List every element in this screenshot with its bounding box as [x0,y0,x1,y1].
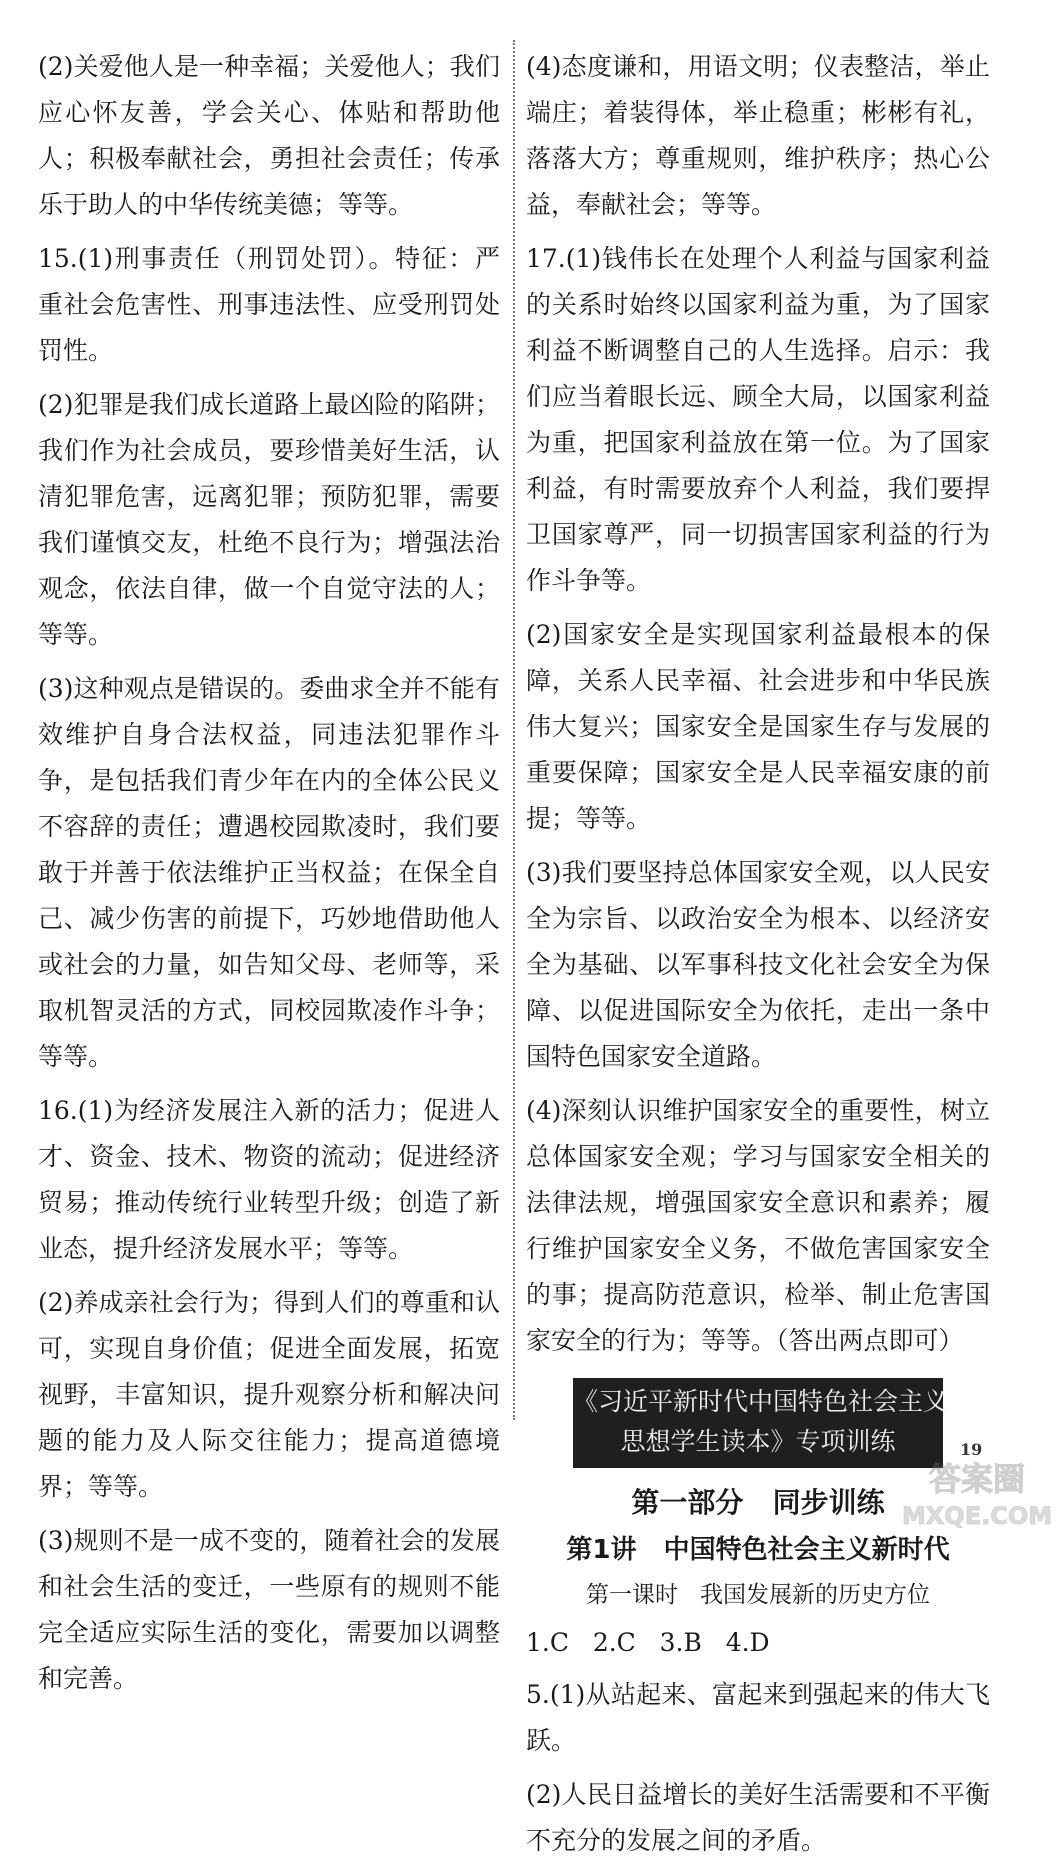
answer-paragraph: 5.(1)从站起来、富起来到强起来的伟大飞跃。 [526,1680,990,1755]
answer-paragraph: (2)犯罪是我们成长道路上最凶险的陷阱；我们作为社会成员，要珍惜美好生活，认清犯罪危害，远离犯罪；预防犯罪，需要我们谨慎交友，杜绝不良行为；增强法治观念，依法自律，做一个自觉守法的人；等等。 [38,390,500,649]
left-column [38,44,500,1710]
answer-paragraph: (2)关爱他人是一种幸福；关爱他人；我们应心怀友善，学会关心、体贴和帮助他人；积极奉献社会，勇担社会责任；传承乐于助人的中华传统美德；等等。 [38,52,500,219]
answer-paragraph: (4)深刻认识维护国家安全的重要性，树立总体国家安全观；学习与国家安全相关的法律法规，增强国家安全意识和素养；履行维护国家安全义务，不做危害国家安全的事；提高防范意识，检举、制止危害国家安全的行为；等等。（答出两点即可） [526,1096,990,1355]
answer-paragraph: (3)这种观点是错误的。委曲求全并不能有效维护自身合法权益，同违法犯罪作斗争，是包括我们青少年在内的全体公民义不容辞的责任；遭遇校园欺凌时，我们要敢于并善于依法维护正当权益；在保全自己、减少伤害的前提下，巧妙地借助他人或社会的力量，如告知父母、老师等，采取机智灵活的方式，同校园欺凌作斗争；等等。 [38,674,500,1071]
answer-paragraph: 15.(1)刑事责任（刑罚处罚）。特征：严重社会危害性、刑事违法性、应受刑罚处罚性。 [38,244,500,365]
column-divider [513,40,515,1420]
watermark-logo [902,1452,1052,1532]
banner-line: 思想学生读本》专项训练 [620,1427,896,1456]
answer-paragraph: (2)人民日益增长的美好生活需要和不平衡不充分的发展之间的矛盾。 [526,1780,990,1855]
choice-answers: 1.C 2.C 3.B 4.D [526,1628,770,1657]
lesson-title: 第一课时 我国发展新的历史方位 [586,1582,930,1608]
answer-paragraph: (3)我们要坚持总体国家安全观，以人民安全为宗旨、以政治安全为根本、以经济安全为基础、以军事科技文化社会安全为保障、以促进国际安全为依托，走出一条中国特色国家安全道路。 [526,858,990,1071]
answer-paragraph: (4)态度谦和，用语文明；仪表整洁，举止端庄；着装得体，举止稳重；彬彬有礼，落落大方；尊重规则，维护秩序；热心公益，奉献社会；等等。 [526,52,990,219]
answer-paragraph: 16.(1)为经济发展注入新的活力；促进人才、资金、技术、物资的流动；促进经济贸易；推动传统行业转型升级；创造了新业态，提升经济发展水平；等等。 [38,1096,500,1263]
section-banner [573,1378,949,1468]
page-number: 19 [960,1440,983,1459]
banner-line: 《习近平新时代中国特色社会主义 [573,1387,949,1416]
svg-text:答案圈: 答案圈 [928,1460,1026,1498]
right-column [526,44,990,1872]
svg-text:MXQE.COM: MXQE.COM [902,1502,1052,1530]
answer-paragraph: (2)养成亲社会行为；得到人们的尊重和认可，实现自身价值；促进全面发展，拓宽视野，丰富知识，提升观察分析和解决问题的能力及人际交往能力；提高道德境界；等等。 [38,1288,500,1501]
lecture-title: 第1讲 中国特色社会主义新时代 [566,1535,950,1565]
answer-paragraph: (2)国家安全是实现国家利益最根本的保障，关系人民幸福、社会进步和中华民族伟大复兴；国家安全是国家生存与发展的重要保障；国家安全是人民幸福安康的前提；等等。 [526,620,990,833]
answer-paragraph: (3)规则不是一成不变的，随着社会的发展和社会生活的变迁，一些原有的规则不能完全适应实际生活的变化，需要加以调整和完善。 [38,1526,500,1693]
part-title: 第一部分 同步训练 [631,1486,885,1519]
answer-paragraph: 17.(1)钱伟长在处理个人利益与国家利益的关系时始终以国家利益为重，为了国家利益不断调整自己的人生选择。启示：我们应当着眼长远、顾全大局，以国家利益为重，把国家利益放在第一位。为了国家利益，有时需要放弃个人利益，我们要捍卫国家尊严，同一切损害国家利益的行为作斗争等。 [526,244,990,595]
